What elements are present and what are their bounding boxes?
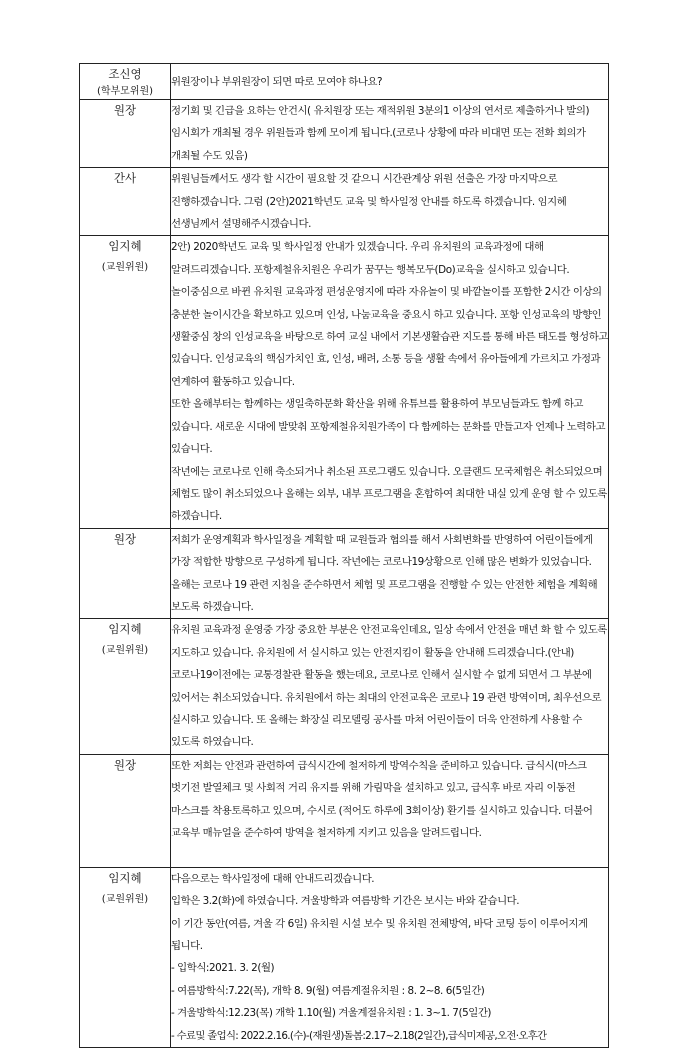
paragraph: 이 기간 동안(여름, 겨울 각 6일) 유치원 시설 보수 및 유치원 전체방역, 바닥 코팅 등이 이루어지게 됩니다. — [171, 917, 588, 952]
schedule-item: - 여름방학식:7.22(목), 개학 8. 9(월) 여름계절유치원 : 8. 2~8. 6(5일간) — [171, 984, 485, 997]
speaker-cell — [80, 168, 171, 236]
paragraph: 정기회 및 긴급을 요하는 안건시( 유치원장 또는 재적위원 3분의1 이상의 연서로 제출하거나 발의) 임시회가 개최될 경우 위원들과 함께 모이게 됩니다.(코로나 상황에 따라 비대면 또는 전화 회의가 개최될 수도 있음) — [171, 105, 590, 162]
table-row — [80, 619, 609, 754]
table-row — [80, 168, 609, 236]
table-row — [80, 64, 609, 100]
speaker-cell — [80, 619, 171, 754]
table-row — [80, 867, 609, 1047]
speaker-cell — [80, 528, 171, 619]
speaker-role: (교원위원) — [101, 645, 149, 657]
paragraph: 저희가 운영계획과 학사일정을 계획할 때 교원들과 협의를 해서 사회변화를 반영하여 어린이들에게 가장 적합한 방향으로 구성하게 됩니다. 작년에는 코로나19상황으로 인해 많은 변화가 있었습니다. 올해는 코로나 19 관련 지침을 준수하면서 체험 및 프로그램을 진행할 수 있는 안전한 체험을 계획해 보도록 하겠습니다. — [171, 533, 598, 613]
speaker-cell — [80, 64, 171, 100]
content-cell — [171, 867, 609, 1047]
speaker-name: 원장 — [113, 531, 137, 546]
schedule-item: - 입학식:2021. 3. 2(월) — [171, 962, 275, 975]
paragraph: 또한 올해부터는 함께하는 생일축하문화 확산을 위해 유튜브를 활용하여 부모님들과도 함께 하고 있습니다. 새로운 시대에 발맞춰 포항제철유치원가족이 다 함께하는 문화를 만들고자 언제나 노력하고 있습니다. — [171, 398, 606, 456]
content-cell — [171, 64, 609, 100]
speaker-cell — [80, 754, 171, 867]
speaker-name: 조신영 — [108, 67, 142, 81]
speaker-name: 임지혜 — [108, 622, 142, 637]
table-row — [80, 528, 609, 619]
content-cell — [171, 754, 609, 867]
schedule-item: - 수료및 졸업식: 2022.2.16.(수)-(재원생)돌봄:2.17~2.18(2일간),급식미제공,오전·오후간 — [171, 1029, 547, 1042]
schedule-item: - 겨울방학식:12.23(목) 개학 1.10(월) 겨울계절유치원 : 1. 3~1. 7(5일간) — [171, 1007, 492, 1020]
paragraph: 다음으로는 학사일정에 대해 안내드리겠습니다. — [171, 872, 375, 885]
speaker-name: 임지혜 — [108, 239, 142, 254]
speaker-role: (교원위원) — [101, 262, 149, 274]
paragraph: 위원님들께서도 생각 할 시간이 필요할 것 같으니 시간관계상 위원 선출은 가장 마지막으로 진행하겠습니다. 그럼 (2안)2021학년도 교육 및 학사일정 안내를 하도록 하겠습니다. 임지혜 선생님께서 설명해주시겠습니다. — [171, 173, 567, 231]
speaker-cell — [80, 100, 171, 168]
content-cell — [171, 168, 609, 236]
paragraph: 2안) 2020학년도 교육 및 학사일정 안내가 있겠습니다. 우리 유치원의 교육과정에 대해 알려드리겠습니다. 포항제철유치원은 우리가 꿈꾸는 행복모두(Do)교육을 실시하고 있습니다. 놀이중심으로 바뀐 유치원 교육과정 편성운영지에 따라 자유놀이 및 바깥놀이를 포함한 2시간 이상의 충분한 놀이시간을 확보하고 있으며 인성, 나눔교육을 중요시 하고 있습니다. 포항 인성교육의 방향인 생활중심 창의 인성교육을 바탕으로 하여 교실 내에서 기본생활습관 지도를 통해 바른 태도를 형성하고 있습니다. 인성교육의 핵심가치인 효, 인성, 배려, 소통 등을 생활 속에서 유아들에게 가르치고 가정과 연계하여 활동하고 있습니다. — [171, 241, 608, 388]
minutes-table — [79, 63, 609, 1048]
content-cell — [171, 100, 609, 168]
speaker-role: (교원위원) — [101, 893, 149, 905]
speaker-role: (학부모위원) — [96, 86, 154, 97]
table-row — [80, 236, 609, 528]
speaker-cell — [80, 236, 171, 528]
content-cell — [171, 619, 609, 754]
table-row — [80, 754, 609, 867]
paragraph: 작년에는 코로나로 인해 축소되거나 취소된 프로그램도 있습니다. 오클랜드 모국체험은 취소되었으며 체험도 많이 취소되었으나 올해는 외부, 내부 프로그램을 혼합하여 최대한 내실 있게 운영 할 수 있도록 하겠습니다. — [171, 465, 607, 523]
paragraph: 위원장이나 부위원장이 되면 따로 모여야 하나요? — [171, 76, 383, 88]
speaker-name: 임지혜 — [108, 870, 142, 885]
table-row — [80, 100, 609, 168]
speaker-name: 원장 — [113, 757, 137, 772]
paragraph: 유치원 교육과정 운영중 가장 중요한 부분은 안전교육인데요, 일상 속에서 안전을 매년 화 할 수 있도록 지도하고 있습니다. 유치원에 서 실시하고 있는 안전지킴이 활동을 안내해 드리겠습니다.(안내)코로나19이전에는 교통경찰관 활동을 했는데요, 코로나로 인해서 실시할 수 없게 되면서 그 부분에 있어서는 취소되었습니다. 유치원에서 하는 최대의 안전교육은 코로나 19 관련 방역이며, 최우선으로 실시하고 있습니다. 또 올해는 화장실 리모델링 공사를 마쳐 어린이들이 더욱 안전하게 사용할 수 있도록 하였습니다. — [171, 624, 607, 749]
paragraph: 또한 저희는 안전과 관련하여 급식시간에 철저하게 방역수칙을 준비하고 있습니다. 급식시(마스크 벗기전 발열체크 및 사회적 거리 유지를 위해 가림막을 설치하고 있고, 급식후 바로 자리 이동전 마스크를 착용토록하고 있으며, 수시로 (적어도 하루에 3회이상) 환기를 실시하고 있습니다. 더불어 교육부 매뉴얼을 준수하여 방역을 철저하게 지키고 있음을 알려드립니다. — [171, 759, 593, 839]
speaker-name: 원장 — [113, 103, 137, 117]
content-cell — [171, 528, 609, 619]
speaker-name: 간사 — [113, 171, 137, 186]
paragraph: 입학은 3.2(화)에 하였습니다. 겨울방학과 여름방학 기간은 보시는 바와 같습니다. — [171, 895, 520, 908]
content-cell — [171, 236, 609, 528]
speaker-cell — [80, 867, 171, 1047]
